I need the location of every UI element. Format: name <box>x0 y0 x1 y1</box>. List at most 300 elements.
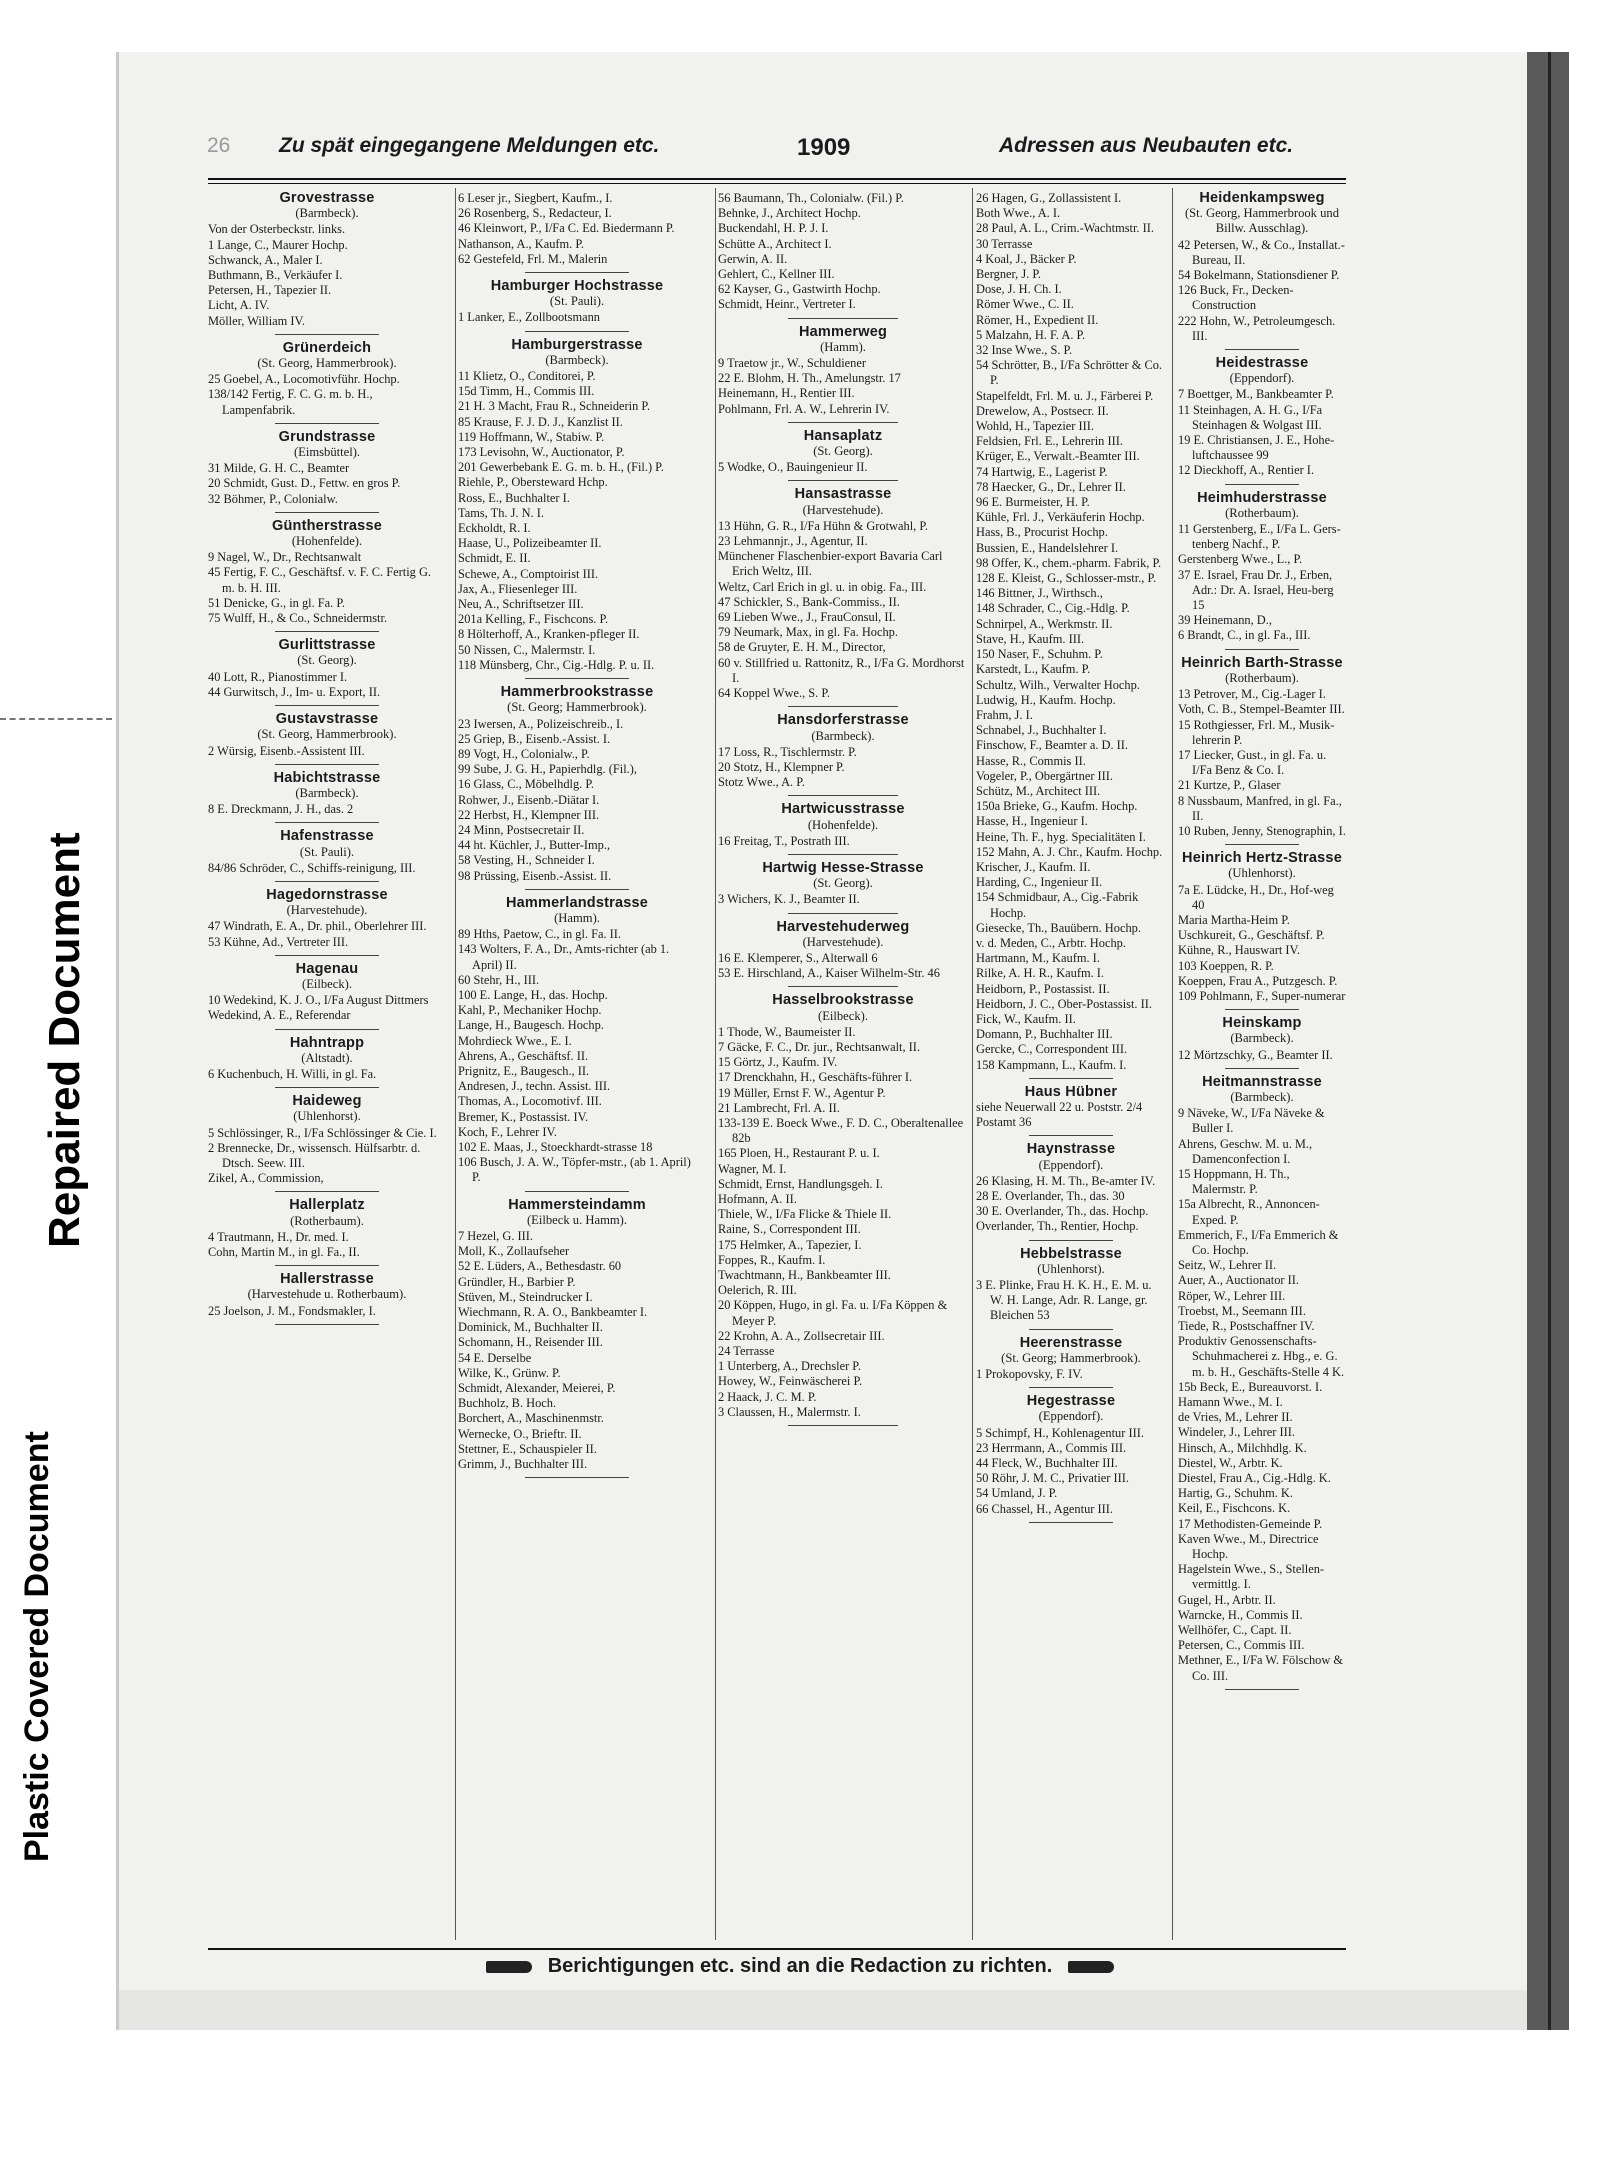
resident-entry: 54 E. Derselbe <box>458 1350 532 1365</box>
resident-entry: Domann, P., Buchhalter III. <box>976 1027 1113 1042</box>
resident-entry: Krüger, E., Verwalt.-Beamter III. <box>976 449 1140 464</box>
street-block <box>458 896 696 1192</box>
resident-entry: Wohld, H., Tapezier III. <box>976 419 1094 434</box>
street-name: Hagedornstrasse <box>266 886 388 903</box>
street-district: (Rotherbaum). <box>1225 670 1299 685</box>
street-divider <box>525 1477 630 1478</box>
resident-entry: Hagelstein Wwe., S., Stellen-vermittlg. I. <box>1178 1562 1325 1592</box>
street-district: (Barmbeck). <box>295 206 359 221</box>
resident-entry: 69 Lieben Wwe., J., FrauConsul, II. <box>718 610 896 625</box>
resident-entry: Neu, A., Schriftsetzer III. <box>458 597 584 612</box>
street-block <box>208 712 446 765</box>
street-name: Heitmannstrasse <box>1202 1073 1322 1090</box>
street-district: (St. Georg). <box>297 653 357 668</box>
street-block <box>1178 1075 1346 1690</box>
street-divider <box>525 272 630 273</box>
resident-entry: Diestel, Frau A., Cig.-Hdlg. K. <box>1178 1471 1331 1486</box>
street-divider <box>1225 1689 1299 1690</box>
resident-entry: Von der Osterbeckstr. links. <box>208 222 346 237</box>
resident-entry: Krischer, J., Kaufm. II. <box>976 859 1091 874</box>
street-name: Hartwig Hesse-Strasse <box>762 859 924 876</box>
resident-entry: 52 E. Lüders, A., Bethesdastr. 60 <box>458 1259 622 1274</box>
street-name: Heinrich Barth-Strasse <box>1181 654 1343 671</box>
resident-entry: 5 Malzahn, H. F. A. P. <box>976 327 1086 342</box>
resident-entry: Ahrens, A., Geschäftsf. II. <box>458 1048 589 1063</box>
resident-entry: 32 Inse Wwe., S. P. <box>976 343 1073 358</box>
resident-entry: 13 Petrover, M., Cig.-Lager I. <box>1178 687 1326 702</box>
resident-entry: Windeler, J., Lehrer III. <box>1178 1425 1296 1440</box>
resident-entry: Keil, E., Fischcons. K. <box>1178 1501 1291 1516</box>
resident-entry: 46 Kleinwort, P., I/Fa C. Ed. Biedermann P. <box>458 221 675 236</box>
resident-entry: Kühle, Frl. J., Verkäuferin Hochp. <box>976 510 1145 525</box>
resident-entry: 50 Nissen, C., Malermstr. I. <box>458 642 596 657</box>
street-name: Heidenkampsweg <box>1199 190 1325 206</box>
resident-entry: 11 Klietz, O., Conditorei, P. <box>458 369 596 384</box>
resident-entry: 31 Milde, G. H. C., Beamter <box>208 461 350 476</box>
resident-entry: Wedekind, A. E., Referendar <box>208 1008 351 1023</box>
resident-entry: Bussien, E., Handelslehrer I. <box>976 540 1119 555</box>
street-divider <box>788 854 898 855</box>
resident-entry: 44 Fleck, W., Buchhalter III. <box>976 1456 1118 1471</box>
resident-entry: 3 E. Plinke, Frau H. K. H., E. M. u. W. H. Lange, Adr. R. Lange, gr. Bleichen 53 <box>976 1278 1152 1323</box>
street-district: (Harvestehude). <box>802 502 884 517</box>
street-divider <box>275 1324 380 1325</box>
column-5 <box>1178 188 1346 1943</box>
resident-entry: 99 Sube, J. G. H., Papierhdlg. (Fil.), <box>458 762 637 777</box>
resident-entry: 89 Hths, Paetow, C., in gl. Fa. II. <box>458 927 622 942</box>
resident-entry: Wilke, K., Grünw. P. <box>458 1365 561 1380</box>
street-divider <box>275 512 380 513</box>
street-district: (Barmbeck). <box>1230 1089 1294 1104</box>
page-bottom-edge <box>119 1990 1569 2030</box>
resident-entry: Gerstenberg Wwe., L., P. <box>1178 552 1303 567</box>
resident-entry: Hass, B., Procurist Hochp. <box>976 525 1108 540</box>
resident-entry: 16 E. Klemperer, S., Alterwall 6 <box>718 950 878 965</box>
street-name: Grovestrasse <box>279 190 375 206</box>
resident-entry: 22 Krohn, A. A., Zollsecretair III. <box>718 1328 885 1343</box>
resident-entry: v. d. Meden, C., Arbtr. Hochp. <box>976 935 1126 950</box>
resident-entry: 9 Nagel, W., Dr., Rechtsanwalt <box>208 550 362 565</box>
street-block <box>208 1272 446 1325</box>
resident-entry: 78 Haecker, G., Dr., Lehrer II. <box>976 479 1126 494</box>
resident-entry: 42 Petersen, W., & Co., Installat.-Bureau, II. <box>1178 237 1345 267</box>
street-name: Hafenstrasse <box>280 828 374 845</box>
street-block <box>976 191 1166 1079</box>
street-divider <box>1225 1009 1299 1010</box>
street-block <box>718 993 968 1426</box>
resident-entry: 25 Joelson, J. M., Fondsmakler, I. <box>208 1303 376 1318</box>
footer-notice <box>350 1955 1250 1978</box>
resident-entry: Rohwer, J., Eisenb.-Diätar I. <box>458 792 600 807</box>
street-district: (St. Pauli). <box>299 844 355 859</box>
resident-entry: 45 Fertig, F. C., Geschäftsf. v. F. C. Fertig G. m. b. H. III. <box>208 565 431 595</box>
resident-entry: Buckendahl, H. P. J. I. <box>718 221 829 236</box>
street-district: (Eppendorf). <box>1038 1409 1104 1424</box>
resident-entry: 79 Neumark, Max, in gl. Fa. Hochp. <box>718 625 898 640</box>
street-name: Hammersteindamm <box>508 1196 646 1213</box>
resident-entry: Schwanck, A., Maler I. <box>208 252 323 267</box>
resident-entry: 1 Lange, C., Maurer Hochp. <box>208 237 348 252</box>
resident-entry: 126 Buck, Fr., Decken-Construction <box>1178 283 1294 313</box>
street-name: Haynstrasse <box>1026 1141 1116 1158</box>
resident-entry: Hasse, H., Ingenieur I. <box>976 814 1088 829</box>
running-header <box>207 134 1337 168</box>
street-district: (Barmbeck). <box>545 352 609 367</box>
resident-entry: 119 Hoffmann, W., Stabiw. P. <box>458 429 605 444</box>
resident-entry: Jax, A., Fliesenleger III. <box>458 581 578 596</box>
resident-entry: Schnabel, J., Buchhalter I. <box>976 723 1107 738</box>
street-divider <box>788 480 898 481</box>
column-2 <box>458 188 696 1943</box>
resident-entry: Zikel, A., Commission, <box>208 1171 324 1186</box>
resident-entry: 23 Herrmann, A., Commis III. <box>976 1440 1127 1455</box>
resident-entry: Gehlert, C., Kellner III. <box>718 267 835 282</box>
street-district: (Eppendorf). <box>1229 371 1295 386</box>
resident-entry: 26 Hagen, G., Zollassistent I. <box>976 191 1122 205</box>
resident-entry: 58 de Gruyter, E. H. M., Director, <box>718 640 886 655</box>
street-block <box>208 638 446 706</box>
street-divider <box>1029 1240 1113 1241</box>
resident-entry: Finschow, F., Beamter a. D. II. <box>976 738 1129 753</box>
resident-entry: Petersen, C., Commis III. <box>1178 1638 1305 1653</box>
resident-entry: 152 Mahn, A. J. Chr., Kaufm. Hochp. <box>976 844 1163 859</box>
resident-entry: Dose, J. H. Ch. I. <box>976 282 1062 297</box>
resident-entry: Feldsien, Frl. E., Lehrerin III. <box>976 434 1123 449</box>
resident-entry: 22 E. Blohm, H. Th., Amelungstr. 17 <box>718 371 901 386</box>
resident-entry: Overlander, Th., Rentier, Hochp. <box>976 1219 1139 1234</box>
resident-entry: 50 Röhr, J. M. C., Privatier III. <box>976 1471 1129 1486</box>
resident-entry: 47 Schickler, S., Bank-Commiss., II. <box>718 594 900 609</box>
resident-entry: 103 Koeppen, R. P. <box>1178 958 1274 973</box>
street-block <box>458 338 696 679</box>
pointing-hand-icon <box>486 1961 532 1973</box>
street-name: Hansaplatz <box>803 427 883 444</box>
resident-entry: 148 Schrader, C., Cig.-Hdlg. P. <box>976 601 1130 616</box>
resident-entry: Bergner, J. P. <box>976 267 1042 282</box>
resident-entry: 24 Minn, Postsecretair II. <box>458 822 585 837</box>
resident-entry: 25 Goebel, A., Locomotivführ. Hochp. <box>208 372 400 387</box>
resident-entry: 21 H. 3 Macht, Frau R., Schneiderin P. <box>458 399 651 414</box>
resident-entry: 133-139 E. Boeck Wwe., F. D. C., Oberaltenallee 82b <box>718 1115 964 1146</box>
street-divider <box>275 1191 380 1192</box>
resident-entry: 4 Koal, J., Bäcker P. <box>976 251 1077 266</box>
resident-entry: Stüven, M., Steindrucker I. <box>458 1289 593 1304</box>
resident-entry: 5 Schlössinger, R., I/Fa Schlössinger & Cie. I. <box>208 1125 437 1140</box>
street-district: (St. Georg). <box>813 876 873 891</box>
resident-entry: Tiede, R., Postschaffner IV. <box>1178 1319 1315 1334</box>
footer-rule <box>208 1948 1346 1950</box>
street-district: (Eilbeck). <box>818 1008 868 1023</box>
street-divider <box>275 334 380 335</box>
resident-entry: 44 ht. Küchler, J., Butter-Imp., <box>458 838 611 853</box>
resident-entry: Haase, U., Polizeibeamter II. <box>458 536 602 551</box>
street-name: Haideweg <box>292 1093 362 1110</box>
resident-entry: 64 Koppel Wwe., S. P. <box>718 686 830 701</box>
resident-entry: Heine, Th. F., hyg. Specialitäten I. <box>976 829 1146 844</box>
street-district: (St. Georg, Hammerbrook und Billw. Ausschlag). <box>1184 206 1339 236</box>
resident-entry: 222 Hohn, W., Petroleumgesch. III. <box>1178 313 1336 343</box>
resident-entry: 150a Brieke, G., Kaufm. Hochp. <box>976 799 1138 814</box>
resident-entry: Produktiv Genossenschafts-Schuhmacherei z. Hbg., e. G. m. b. H., Geschäfts-Stelle 4 K. <box>1178 1334 1345 1379</box>
street-name: Hebbelstrasse <box>1020 1245 1122 1262</box>
column-separator <box>1172 188 1173 1940</box>
street-name: Heinrich Hertz-Strasse <box>1182 850 1342 867</box>
resident-entry: Eckholdt, R. I. <box>458 521 531 536</box>
resident-entry: Schmidt, Ernst, Handlungsgeh. I. <box>718 1176 883 1191</box>
street-district: (Altstadt). <box>301 1050 353 1065</box>
street-divider <box>788 986 898 987</box>
street-divider <box>275 705 380 706</box>
resident-entry: 16 Glass, C., Möbelhdlg. P. <box>458 777 594 792</box>
street-block <box>458 279 696 332</box>
resident-entry: 2 Würsig, Eisenb.-Assistent III. <box>208 743 365 758</box>
column-separator <box>972 188 973 1940</box>
street-district: (Eilbeck). <box>302 976 352 991</box>
resident-entry: 1 Unterberg, A., Drechsler P. <box>718 1359 861 1374</box>
street-district: (Harvestehude u. Rotherbaum). <box>247 1287 407 1302</box>
street-block <box>208 962 446 1030</box>
page-number: 26 <box>207 134 231 157</box>
resident-entry: 23 Iwersen, A., Polizeischreib., I. <box>458 716 624 731</box>
street-name: Hammerweg <box>798 323 888 340</box>
resident-entry: 19 Müller, Ernst F. W., Agentur P. <box>718 1085 886 1100</box>
street-divider <box>525 331 630 332</box>
street-divider <box>1225 844 1299 845</box>
street-district: (Barmbeck). <box>1230 1031 1294 1046</box>
street-district: (St. Georg, Hammerbrook). <box>257 356 397 371</box>
street-block <box>1178 191 1346 350</box>
resident-entry: 15 Rothgiesser, Frl. M., Musik-lehrerin P. <box>1178 717 1335 747</box>
resident-entry: Oelerich, R. III. <box>718 1283 797 1298</box>
street-name: Harvestehuderweg <box>776 918 910 935</box>
resident-entry: Römer Wwe., C. II. <box>976 297 1074 312</box>
street-district: (Eppendorf). <box>1038 1157 1104 1172</box>
street-district: (Barmbeck). <box>295 785 359 800</box>
resident-entry: 26 Rosenberg, S., Redacteur, I. <box>458 206 612 221</box>
resident-entry: Ludwig, H., Kaufm. Hochp. <box>976 692 1116 707</box>
column-separator <box>455 188 456 1940</box>
resident-entry: Borchert, A., Maschinenmstr. <box>458 1411 604 1426</box>
street-district: (Eimsbüttel). <box>293 445 361 460</box>
resident-entry: 6 Leser jr., Siegbert, Kaufm., I. <box>458 191 613 205</box>
street-district: (Hohenfelde). <box>291 534 363 549</box>
resident-entry: 62 Kayser, G., Gastwirth Hochp. <box>718 282 881 297</box>
resident-entry: 5 Schimpf, H., Kohlenagentur III. <box>976 1425 1144 1440</box>
resident-entry: Maria Martha-Heim P. <box>1178 912 1290 927</box>
street-block <box>718 713 968 796</box>
column-4 <box>976 188 1166 1943</box>
resident-entry: Lange, H., Baugesch. Hochp. <box>458 1018 604 1033</box>
resident-entry: Schultz, Wilh., Verwalter Hochp. <box>976 677 1140 692</box>
resident-entry: 6 Brandt, C., in gl. Fa., III. <box>1178 628 1311 643</box>
resident-entry: Bremer, K., Postassist. IV. <box>458 1109 589 1124</box>
street-district: (Hamm). <box>820 339 866 354</box>
resident-entry: Wiechmann, R. A. O., Bankbeamter I. <box>458 1305 648 1320</box>
header-rule-thin <box>208 183 1346 184</box>
street-divider <box>788 706 898 707</box>
resident-entry: 85 Krause, F. J. D. J., Kanzlist II. <box>458 414 623 429</box>
resident-entry: 37 E. Israel, Frau Dr. J., Erben, Adr.: Dr. A. Israel, Heu-berg 15 <box>1178 567 1334 613</box>
resident-entry: 8 Hölterhoff, A., Kranken-pfleger II. <box>458 627 640 642</box>
resident-entry: Methner, E., I/Fa W. Fölschow & Co. III. <box>1178 1653 1344 1683</box>
header-right-title: Adressen aus Neubauten etc. <box>999 134 1294 157</box>
resident-entry: Buchholz, B. Hoch. <box>458 1396 557 1411</box>
resident-entry: Tams, Th. J. N. I. <box>458 505 544 520</box>
street-divider <box>275 1087 380 1088</box>
resident-entry: 10 Ruben, Jenny, Stenographin, I. <box>1178 823 1346 838</box>
resident-entry: 154 Schmidbaur, A., Cig.-Fabrik Hochp. <box>976 890 1139 920</box>
resident-entry: Schütte A., Architect I. <box>718 236 832 251</box>
resident-entry: Ross, E., Buchhalter I. <box>458 490 570 505</box>
resident-entry: 22 Herbst, H., Klempner III. <box>458 807 600 822</box>
resident-entry: 102 E. Maas, J., Stoeckhardt-strasse 18 <box>458 1139 653 1154</box>
resident-entry: Petersen, H., Tapezier II. <box>208 283 332 298</box>
street-divider <box>1225 484 1299 485</box>
resident-entry: 28 E. Overlander, Th., das. 30 <box>976 1189 1125 1203</box>
resident-entry: 53 Kühne, Ad., Vertreter III. <box>208 934 349 949</box>
street-divider <box>275 423 380 424</box>
resident-entry: 7a E. Lüdcke, H., Dr., Hof-weg 40 <box>1178 882 1334 912</box>
street-district: (St. Georg; Hammerbrook). <box>507 700 647 715</box>
resident-entry: 84/86 Schröder, C., Schiffs-reinigung, III. <box>208 860 416 875</box>
resident-entry: 15b Beck, E., Bureauvorst. I. <box>1178 1379 1323 1394</box>
resident-entry: Frahm, J. I. <box>976 707 1033 722</box>
resident-entry: Howey, W., Feinwäscherei P. <box>718 1374 863 1389</box>
street-divider <box>275 1265 380 1266</box>
street-block <box>976 1336 1166 1389</box>
resident-entry: 44 Gurwitsch, J., Im- u. Export, II. <box>208 684 381 699</box>
resident-entry: 62 Gestefeld, Frl. M., Malerin <box>458 251 608 266</box>
pointing-hand-icon <box>1068 1961 1114 1973</box>
street-block <box>976 1247 1166 1330</box>
resident-entry: Schmidt, Alexander, Meierei, P. <box>458 1381 616 1396</box>
resident-entry: Moll, K., Zollaufseher <box>458 1244 570 1259</box>
resident-entry: 15 Hoppmann, H. Th., Malermstr. P. <box>1178 1166 1290 1197</box>
street-divider <box>1225 349 1299 350</box>
resident-entry: Hartig, G., Schuhm. K. <box>1178 1486 1293 1501</box>
resident-entry: 158 Kampmann, L., Kaufm. I. <box>976 1057 1127 1072</box>
street-block <box>458 1198 696 1479</box>
street-block <box>718 325 968 423</box>
street-name: Hansdorferstrasse <box>777 712 909 729</box>
resident-entry: 2 Haack, J. C. M. P. <box>718 1389 817 1404</box>
resident-entry: 54 Bokelmann, Stationsdiener P. <box>1178 268 1340 283</box>
street-district: (St. Georg; Hammerbrook). <box>1001 1350 1141 1365</box>
street-name: Hahntrapp <box>289 1034 365 1051</box>
resident-entry: Schmidt, Heinr., Vertreter I. <box>718 297 856 312</box>
column-1 <box>208 188 446 1943</box>
street-district: (St. Georg). <box>813 444 873 459</box>
street-divider <box>275 764 380 765</box>
resident-entry: 201a Kelling, F., Fischcons. P. <box>458 612 609 627</box>
resident-entry: 21 Kurtze, P., Glaser <box>1178 778 1281 793</box>
street-district: (Harvestehude). <box>286 903 368 918</box>
street-block <box>458 685 696 890</box>
resident-entry: 89 Vogt, H., Colonialw., P. <box>458 746 590 761</box>
street-block <box>976 1394 1166 1523</box>
street-block <box>1178 1016 1346 1069</box>
street-name: Hamburger Hochstrasse <box>490 278 664 295</box>
resident-entry: 2 Brennecke, Dr., wissensch. Hülfsarbtr. d. Dtsch. Seew. III. <box>208 1140 421 1170</box>
resident-entry: Mohrdieck Wwe., E. I. <box>458 1033 572 1048</box>
resident-entry: 60 Stehr, H., III. <box>458 972 540 987</box>
street-divider <box>788 422 898 423</box>
resident-entry: Behnke, J., Architect Hochp. <box>718 206 861 221</box>
resident-entry: Hofmann, A. II. <box>718 1191 797 1206</box>
directory-columns <box>208 188 1346 1943</box>
resident-entry: 25 Griep, B., Eisenb.-Assist. I. <box>458 731 611 746</box>
resident-entry: Uschkureit, G., Geschäftsf. P. <box>1178 928 1325 943</box>
resident-entry: 9 Traetow jr., W., Schuldiener <box>718 356 866 371</box>
resident-entry: 19 E. Christiansen, J. E., Hohe-luftchaussee 99 <box>1178 433 1335 463</box>
street-name: Hegestrasse <box>1026 1393 1116 1410</box>
resident-entry: 1 Lanker, E., Zollbootsmann <box>458 310 600 325</box>
street-district: (Barmbeck). <box>811 728 875 743</box>
street-divider <box>275 822 380 823</box>
street-district: (Rotherbaum). <box>1225 505 1299 520</box>
resident-entry: Ahrens, Geschw. M. u. M., Damenconfection I. <box>1178 1136 1313 1166</box>
street-divider <box>788 1425 898 1426</box>
resident-entry: 53 E. Hirschland, A., Kaiser Wilhelm-Str. 46 <box>718 966 940 981</box>
street-block <box>208 191 446 335</box>
resident-entry: Karstedt, L., Kaufm. P. <box>976 662 1091 677</box>
street-divider <box>788 913 898 914</box>
resident-entry: Hinsch, A., Milchhdlg. K. <box>1178 1440 1307 1455</box>
resident-entry: Schomann, H., Reisender III. <box>458 1335 603 1350</box>
resident-entry: 11 Gerstenberg, E., I/Fa L. Gers-tenberg Nachf., P. <box>1178 522 1341 552</box>
street-district: (Hamm). <box>554 910 600 925</box>
resident-entry: Stave, H., Kaufm. III. <box>976 631 1085 646</box>
street-divider <box>788 795 898 796</box>
resident-entry: Buthmann, B., Verkäufer I. <box>208 268 343 283</box>
header-left-title: Zu spät eingegangene Meldungen etc. <box>279 134 660 157</box>
street-block <box>208 829 446 882</box>
resident-entry: 7 Boettger, M., Bankbeamter P. <box>1178 387 1334 402</box>
street-block <box>208 341 446 424</box>
resident-entry: 30 E. Overlander, Th., das. Hochp. <box>976 1204 1149 1219</box>
column-separator <box>715 188 716 1940</box>
street-block <box>1178 356 1346 485</box>
resident-entry: Emmerich, F., I/Fa Emmerich & Co. Hochp. <box>1178 1227 1339 1257</box>
resident-entry: Möller, William IV. <box>208 313 305 328</box>
resident-entry: Licht, A. IV. <box>208 298 270 313</box>
resident-entry: Wagner, M. I. <box>718 1161 787 1176</box>
resident-entry: Heidborn, J. C., Ober-Postassist. II. <box>976 996 1152 1011</box>
resident-entry: 1 Thode, W., Baumeister II. <box>718 1024 856 1039</box>
resident-entry: Schnirpel, A., Werkmstr. II. <box>976 616 1113 631</box>
resident-entry: 106 Busch, J. A. W., Töpfer-mstr., (ab 1. April) P. <box>458 1155 691 1185</box>
street-divider <box>275 955 380 956</box>
resident-entry: Kahl, P., Mechaniker Hochp. <box>458 1003 602 1018</box>
street-name: Güntherstrasse <box>272 517 382 534</box>
resident-entry: 96 E. Burmeister, H. P. <box>976 495 1090 510</box>
street-name: Haus Hübner <box>1024 1083 1118 1100</box>
header-year: 1909 <box>797 134 851 161</box>
street-name: Gurlittstrasse <box>278 637 376 654</box>
resident-entry: 17 Methodisten-Gemeinde P. <box>1178 1516 1323 1531</box>
street-block <box>208 1036 446 1089</box>
resident-entry: 173 Levisohn, W., Auctionator, P. <box>458 445 625 460</box>
street-block <box>208 771 446 824</box>
street-divider <box>1029 1135 1113 1136</box>
resident-entry: Voth, C. B., Stempel-Beamter III. <box>1178 702 1345 717</box>
resident-entry: 32 Böhmer, P., Colonialw. <box>208 491 338 506</box>
resident-entry: 30 Terrasse <box>976 236 1033 251</box>
resident-entry: Foppes, R., Kaufm. I. <box>718 1252 826 1267</box>
repaired-document-label: Repaired Document <box>40 832 89 1248</box>
street-name: Grünerdeich <box>282 339 372 356</box>
resident-entry: 20 Stotz, H., Klempner P. <box>718 759 845 774</box>
